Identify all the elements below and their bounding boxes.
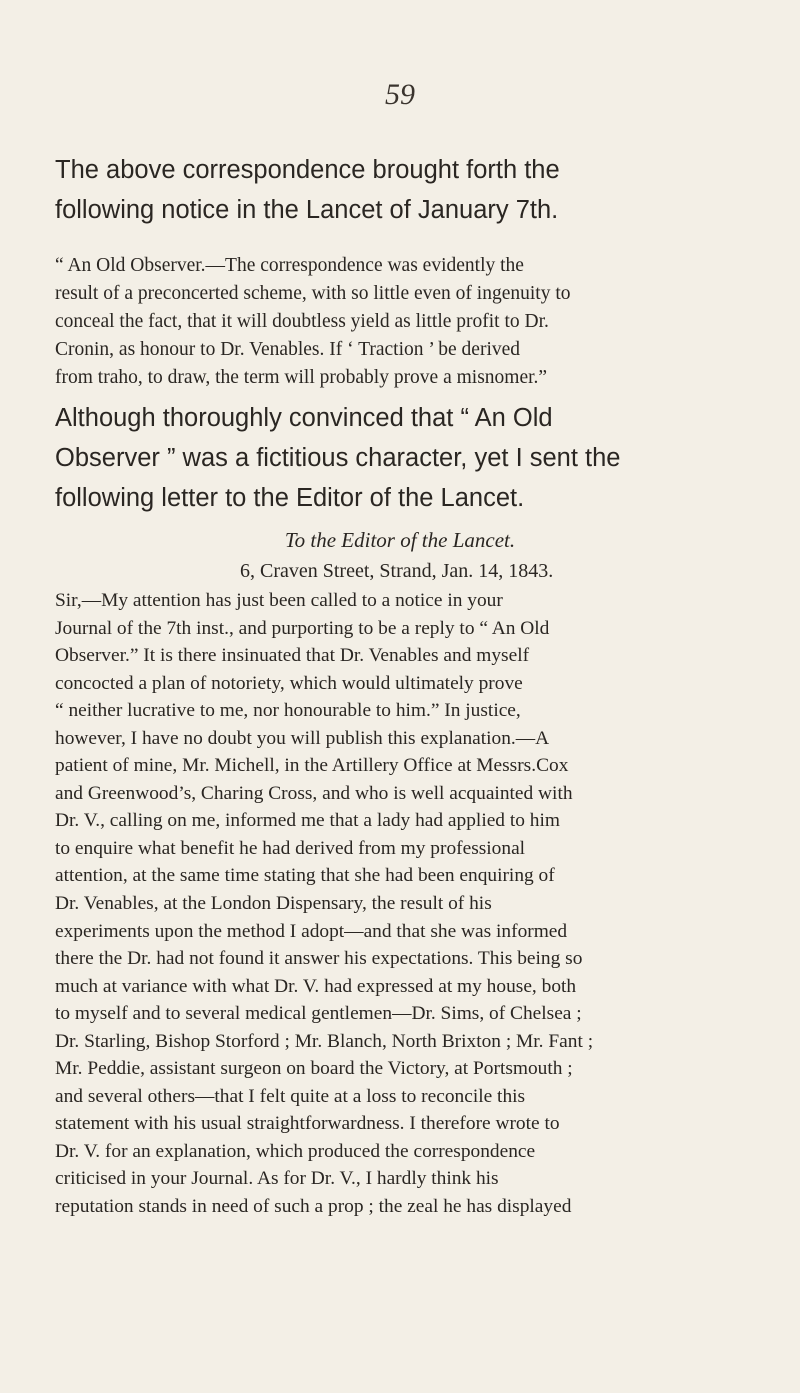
text-line: much at variance with what Dr. V. had expressed at my house, both <box>55 975 577 997</box>
text-line: to enquire what benefit he had derived from my professional <box>55 837 526 859</box>
text-line: Although thoroughly convinced that “ An Old <box>55 404 553 432</box>
text-line: Observer ” was a fictitious character, yet I sent the <box>55 444 621 472</box>
text-line: conceal the fact, that it will doubtless yield as little profit to Dr. <box>55 311 549 332</box>
text-line: and several others—that I felt quite at a loss to reconcile this <box>55 1085 526 1107</box>
letter-heading: To the Editor of the Lancet. <box>284 528 516 552</box>
text-line: “ neither lucrative to me, nor honourable to him.” In justice, <box>55 700 521 722</box>
intro-paragraph <box>55 150 755 230</box>
text-line: experiments upon the method I adopt—and that she was informed <box>55 920 568 942</box>
text-line: however, I have no doubt you will publish this explanation.—A <box>55 727 550 749</box>
text-line: Observer.” It is there insinuated that Dr. Venables and myself <box>55 645 530 667</box>
text-line: reputation stands in need of such a prop ; the zeal he has displayed <box>55 1196 572 1218</box>
text-line: concocted a plan of notoriety, which would ultimately prove <box>55 672 523 694</box>
text-line: following letter to the Editor of the Lancet. <box>55 484 525 512</box>
text-line: statement with his usual straightforwardness. I therefore wrote to <box>55 1113 560 1135</box>
lancet-quote <box>55 252 755 392</box>
text-line: “ An Old Observer.—The correspondence was evidently the <box>55 255 524 276</box>
text-line: following notice in the Lancet of January 7th. <box>55 196 559 224</box>
text-line: patient of mine, Mr. Michell, in the Artillery Office at Messrs.Cox <box>55 755 569 777</box>
text-line: The above correspondence brought forth the <box>55 156 560 184</box>
text-line: Dr. V. for an explanation, which produced the correspondence <box>55 1140 536 1162</box>
text-line: attention, at the same time stating that she had been enquiring of <box>55 865 555 887</box>
letter-address: 6, Craven Street, Strand, Jan. 14, 1843. <box>240 560 554 582</box>
text-line: result of a preconcerted scheme, with so little even of ingenuity to <box>55 283 571 304</box>
text-line: Dr. Starling, Bishop Storford ; Mr. Blanch, North Brixton ; Mr. Fant ; <box>55 1030 594 1052</box>
text-line: from traho, to draw, the term will probably prove a misnomer.” <box>55 367 548 388</box>
text-line: to myself and to several medical gentlemen—Dr. Sims, of Chelsea ; <box>55 1003 582 1025</box>
text-line: Journal of the 7th inst., and purporting to be a reply to “ An Old <box>55 617 550 639</box>
middle-paragraph <box>55 398 755 518</box>
text-line: Mr. Peddie, assistant surgeon on board the Victory, at Portsmouth ; <box>55 1058 573 1080</box>
text-line: Sir,—My attention has just been called to a notice in your <box>55 590 503 611</box>
letter-body <box>55 587 755 1221</box>
text-line: Cronin, as honour to Dr. Venables. If ‘ Traction ’ be derived <box>55 339 521 360</box>
page-number: 59 <box>385 78 415 111</box>
text-line: Dr. V., calling on me, informed me that a lady had applied to him <box>55 810 560 832</box>
text-line: there the Dr. had not found it answer his expectations. This being so <box>55 948 583 970</box>
text-line: and Greenwood’s, Charing Cross, and who is well acquainted with <box>55 782 573 804</box>
text-line: criticised in your Journal. As for Dr. V., I hardly think his <box>55 1168 499 1190</box>
text-line: Dr. Venables, at the London Dispensary, the result of his <box>55 893 492 915</box>
